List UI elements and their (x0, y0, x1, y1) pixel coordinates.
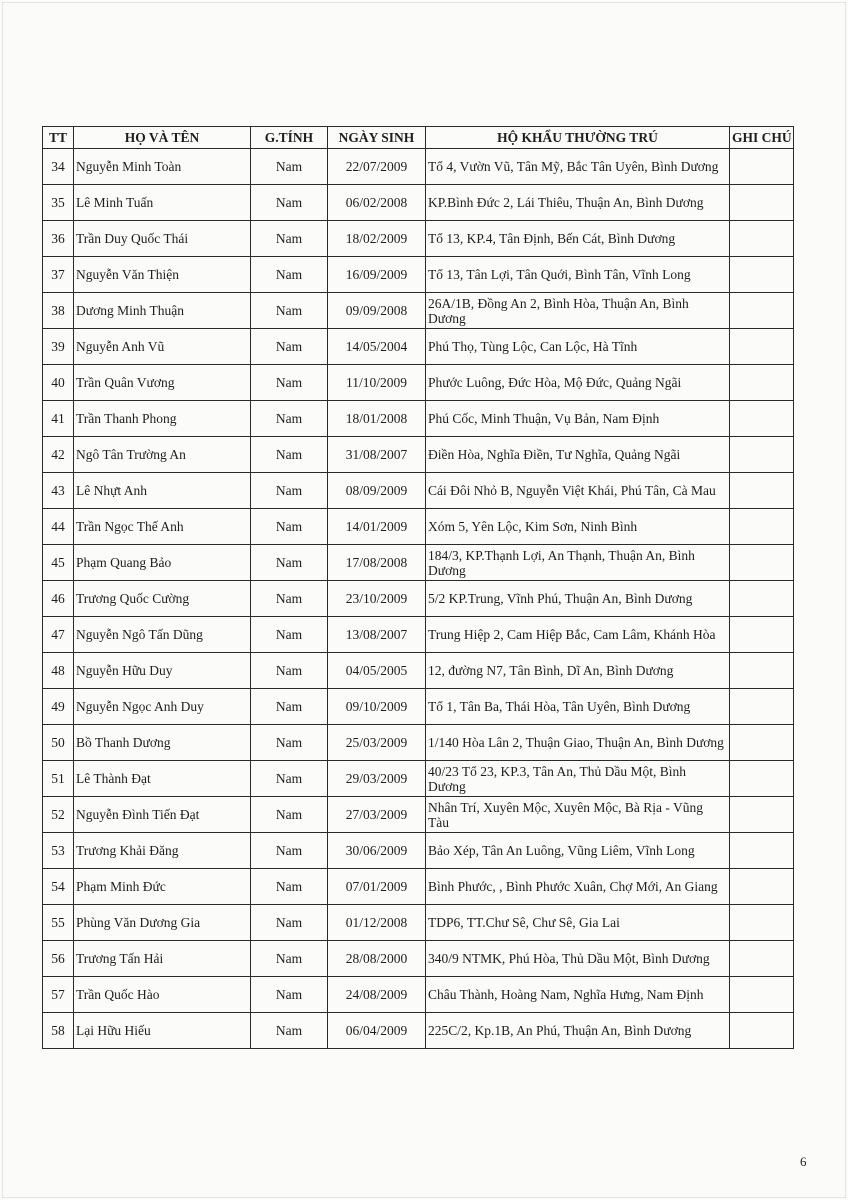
row-number: 51 (43, 761, 74, 797)
student-name: Lại Hữu Hiếu (74, 1013, 251, 1049)
student-name: Nguyễn Hữu Duy (74, 653, 251, 689)
row-number: 56 (43, 941, 74, 977)
student-note (730, 437, 794, 473)
row-number: 41 (43, 401, 74, 437)
student-gender: Nam (251, 833, 328, 869)
student-address: 40/23 Tổ 23, KP.3, Tân An, Thủ Dầu Một, Bình Dương (426, 761, 730, 797)
table-row (43, 689, 794, 725)
page-number: 6 (800, 1154, 807, 1169)
student-birthdate: 07/01/2009 (328, 869, 426, 905)
student-note (730, 797, 794, 833)
student-address: 5/2 KP.Trung, Vĩnh Phú, Thuận An, Bình Dương (426, 581, 730, 617)
student-birthdate: 18/01/2008 (328, 401, 426, 437)
student-note (730, 221, 794, 257)
student-gender: Nam (251, 365, 328, 401)
table-row (43, 401, 794, 437)
student-address: Phú Cốc, Minh Thuận, Vụ Bản, Nam Định (426, 401, 730, 437)
student-gender: Nam (251, 581, 328, 617)
student-note (730, 581, 794, 617)
student-name: Trần Quốc Hào (74, 977, 251, 1013)
student-birthdate: 18/02/2009 (328, 221, 426, 257)
student-gender: Nam (251, 653, 328, 689)
student-gender: Nam (251, 617, 328, 653)
student-birthdate: 01/12/2008 (328, 905, 426, 941)
row-number: 58 (43, 1013, 74, 1049)
row-number: 47 (43, 617, 74, 653)
student-address: Bình Phước, , Bình Phước Xuân, Chợ Mới, An Giang (426, 869, 730, 905)
row-number: 40 (43, 365, 74, 401)
student-name: Nguyễn Anh Vũ (74, 329, 251, 365)
student-birthdate: 25/03/2009 (328, 725, 426, 761)
table-row (43, 653, 794, 689)
student-birthdate: 06/02/2008 (328, 185, 426, 221)
student-note (730, 761, 794, 797)
student-birthdate: 14/01/2009 (328, 509, 426, 545)
student-gender: Nam (251, 941, 328, 977)
student-note (730, 977, 794, 1013)
table-row (43, 437, 794, 473)
student-gender: Nam (251, 869, 328, 905)
row-number: 50 (43, 725, 74, 761)
student-address: TDP6, TT.Chư Sê, Chư Sê, Gia Lai (426, 905, 730, 941)
row-number: 45 (43, 545, 74, 581)
student-birthdate: 09/09/2008 (328, 293, 426, 329)
student-name: Nguyễn Đình Tiến Đạt (74, 797, 251, 833)
row-number: 44 (43, 509, 74, 545)
row-number: 46 (43, 581, 74, 617)
student-address: 340/9 NTMK, Phú Hòa, Thủ Dầu Một, Bình Dương (426, 941, 730, 977)
student-birthdate: 24/08/2009 (328, 977, 426, 1013)
header-address: HỘ KHẨU THƯỜNG TRÚ (426, 127, 730, 149)
table-row (43, 1013, 794, 1049)
table-row (43, 869, 794, 905)
student-gender: Nam (251, 761, 328, 797)
row-number: 55 (43, 905, 74, 941)
student-note (730, 257, 794, 293)
student-gender: Nam (251, 977, 328, 1013)
student-note (730, 293, 794, 329)
student-address: 1/140 Hòa Lân 2, Thuận Giao, Thuận An, Bình Dương (426, 725, 730, 761)
student-birthdate: 23/10/2009 (328, 581, 426, 617)
student-birthdate: 04/05/2005 (328, 653, 426, 689)
table-row (43, 761, 794, 797)
row-number: 38 (43, 293, 74, 329)
student-note (730, 941, 794, 977)
student-gender: Nam (251, 1013, 328, 1049)
student-gender: Nam (251, 401, 328, 437)
row-number: 43 (43, 473, 74, 509)
student-address: Xóm 5, Yên Lộc, Kim Sơn, Ninh Bình (426, 509, 730, 545)
table-row (43, 725, 794, 761)
student-address: Phước Luông, Đức Hòa, Mộ Đức, Quảng Ngãi (426, 365, 730, 401)
student-gender: Nam (251, 473, 328, 509)
student-name: Trần Quân Vương (74, 365, 251, 401)
table-row (43, 509, 794, 545)
student-gender: Nam (251, 185, 328, 221)
student-name: Trương Quốc Cường (74, 581, 251, 617)
row-number: 42 (43, 437, 74, 473)
student-birthdate: 31/08/2007 (328, 437, 426, 473)
header-name: HỌ VÀ TÊN (74, 127, 251, 149)
row-number: 35 (43, 185, 74, 221)
student-birthdate: 06/04/2009 (328, 1013, 426, 1049)
student-birthdate: 28/08/2000 (328, 941, 426, 977)
row-number: 34 (43, 149, 74, 185)
student-note (730, 1013, 794, 1049)
student-birthdate: 30/06/2009 (328, 833, 426, 869)
row-number: 48 (43, 653, 74, 689)
row-number: 39 (43, 329, 74, 365)
student-name: Trương Tấn Hải (74, 941, 251, 977)
student-note (730, 185, 794, 221)
row-number: 53 (43, 833, 74, 869)
table-row (43, 977, 794, 1013)
table-row (43, 833, 794, 869)
table-row (43, 905, 794, 941)
student-name: Nguyễn Ngọc Anh Duy (74, 689, 251, 725)
student-birthdate: 14/05/2004 (328, 329, 426, 365)
table-row (43, 149, 794, 185)
student-name: Lê Minh Tuấn (74, 185, 251, 221)
student-name: Bồ Thanh Dương (74, 725, 251, 761)
table-row (43, 941, 794, 977)
student-gender: Nam (251, 293, 328, 329)
row-number: 57 (43, 977, 74, 1013)
table-body (43, 149, 794, 1049)
student-gender: Nam (251, 437, 328, 473)
student-address: Phú Thọ, Tùng Lộc, Can Lộc, Hà Tĩnh (426, 329, 730, 365)
student-gender: Nam (251, 257, 328, 293)
table-row (43, 545, 794, 581)
student-gender: Nam (251, 905, 328, 941)
student-birthdate: 17/08/2008 (328, 545, 426, 581)
student-gender: Nam (251, 221, 328, 257)
student-birthdate: 09/10/2009 (328, 689, 426, 725)
student-address: 26A/1B, Đồng An 2, Bình Hòa, Thuận An, Bình Dương (426, 293, 730, 329)
student-note (730, 725, 794, 761)
student-note (730, 653, 794, 689)
student-birthdate: 13/08/2007 (328, 617, 426, 653)
student-address: Tổ 4, Vườn Vũ, Tân Mỹ, Bắc Tân Uyên, Bình Dương (426, 149, 730, 185)
table-header-row (43, 127, 794, 149)
student-name: Lê Nhựt Anh (74, 473, 251, 509)
student-address: Cái Đôi Nhỏ B, Nguyễn Việt Khái, Phú Tân, Cà Mau (426, 473, 730, 509)
student-address: Tổ 13, KP.4, Tân Định, Bến Cát, Bình Dương (426, 221, 730, 257)
student-name: Trần Thanh Phong (74, 401, 251, 437)
student-name: Lê Thành Đạt (74, 761, 251, 797)
table-row (43, 257, 794, 293)
student-note (730, 509, 794, 545)
student-name: Nguyễn Minh Toàn (74, 149, 251, 185)
student-note (730, 149, 794, 185)
table-row (43, 617, 794, 653)
table-row (43, 329, 794, 365)
table-row (43, 293, 794, 329)
table-row (43, 221, 794, 257)
student-address: 225C/2, Kp.1B, An Phú, Thuận An, Bình Dương (426, 1013, 730, 1049)
student-roster-table (42, 126, 794, 1049)
row-number: 49 (43, 689, 74, 725)
student-note (730, 869, 794, 905)
row-number: 52 (43, 797, 74, 833)
student-name: Trần Ngọc Thế Anh (74, 509, 251, 545)
student-gender: Nam (251, 797, 328, 833)
student-birthdate: 08/09/2009 (328, 473, 426, 509)
student-address: Nhân Trí, Xuyên Mộc, Xuyên Mộc, Bà Rịa - Vũng Tàu (426, 797, 730, 833)
table-row (43, 185, 794, 221)
row-number: 37 (43, 257, 74, 293)
row-number: 36 (43, 221, 74, 257)
student-name: Dương Minh Thuận (74, 293, 251, 329)
student-address: Điền Hòa, Nghĩa Điền, Tư Nghĩa, Quảng Ngãi (426, 437, 730, 473)
header-note: GHI CHÚ (730, 127, 794, 149)
student-address: 12, đường N7, Tân Bình, Dĩ An, Bình Dương (426, 653, 730, 689)
table-row (43, 365, 794, 401)
student-name: Nguyễn Văn Thiện (74, 257, 251, 293)
student-note (730, 617, 794, 653)
student-note (730, 329, 794, 365)
header-dob: NGÀY SINH (328, 127, 426, 149)
student-address: Tổ 1, Tân Ba, Thái Hòa, Tân Uyên, Bình Dương (426, 689, 730, 725)
student-address: Trung Hiệp 2, Cam Hiệp Bắc, Cam Lâm, Khánh Hòa (426, 617, 730, 653)
student-birthdate: 27/03/2009 (328, 797, 426, 833)
student-gender: Nam (251, 725, 328, 761)
student-gender: Nam (251, 509, 328, 545)
student-name: Phạm Quang Bảo (74, 545, 251, 581)
table-row (43, 473, 794, 509)
table-row (43, 581, 794, 617)
student-note (730, 833, 794, 869)
student-birthdate: 16/09/2009 (328, 257, 426, 293)
student-gender: Nam (251, 329, 328, 365)
header-tt: TT (43, 127, 74, 149)
student-name: Ngô Tân Trường An (74, 437, 251, 473)
student-birthdate: 11/10/2009 (328, 365, 426, 401)
student-note (730, 365, 794, 401)
student-name: Trương Khải Đăng (74, 833, 251, 869)
student-name: Phạm Minh Đức (74, 869, 251, 905)
student-address: Châu Thành, Hoàng Nam, Nghĩa Hưng, Nam Định (426, 977, 730, 1013)
student-address: KP.Bình Đức 2, Lái Thiêu, Thuận An, Bình Dương (426, 185, 730, 221)
table-row (43, 797, 794, 833)
student-address: 184/3, KP.Thạnh Lợi, An Thạnh, Thuận An, Bình Dương (426, 545, 730, 581)
student-note (730, 689, 794, 725)
header-sex: G.TÍNH (251, 127, 328, 149)
student-birthdate: 22/07/2009 (328, 149, 426, 185)
student-address: Tổ 13, Tân Lợi, Tân Quới, Bình Tân, Vĩnh Long (426, 257, 730, 293)
student-note (730, 905, 794, 941)
student-address: Bảo Xép, Tân An Luông, Vũng Liêm, Vĩnh Long (426, 833, 730, 869)
row-number: 54 (43, 869, 74, 905)
student-name: Phùng Văn Dương Gia (74, 905, 251, 941)
student-note (730, 401, 794, 437)
student-note (730, 473, 794, 509)
student-birthdate: 29/03/2009 (328, 761, 426, 797)
student-name: Trần Duy Quốc Thái (74, 221, 251, 257)
student-note (730, 545, 794, 581)
student-name: Nguyễn Ngô Tấn Dũng (74, 617, 251, 653)
student-gender: Nam (251, 689, 328, 725)
student-gender: Nam (251, 545, 328, 581)
student-gender: Nam (251, 149, 328, 185)
